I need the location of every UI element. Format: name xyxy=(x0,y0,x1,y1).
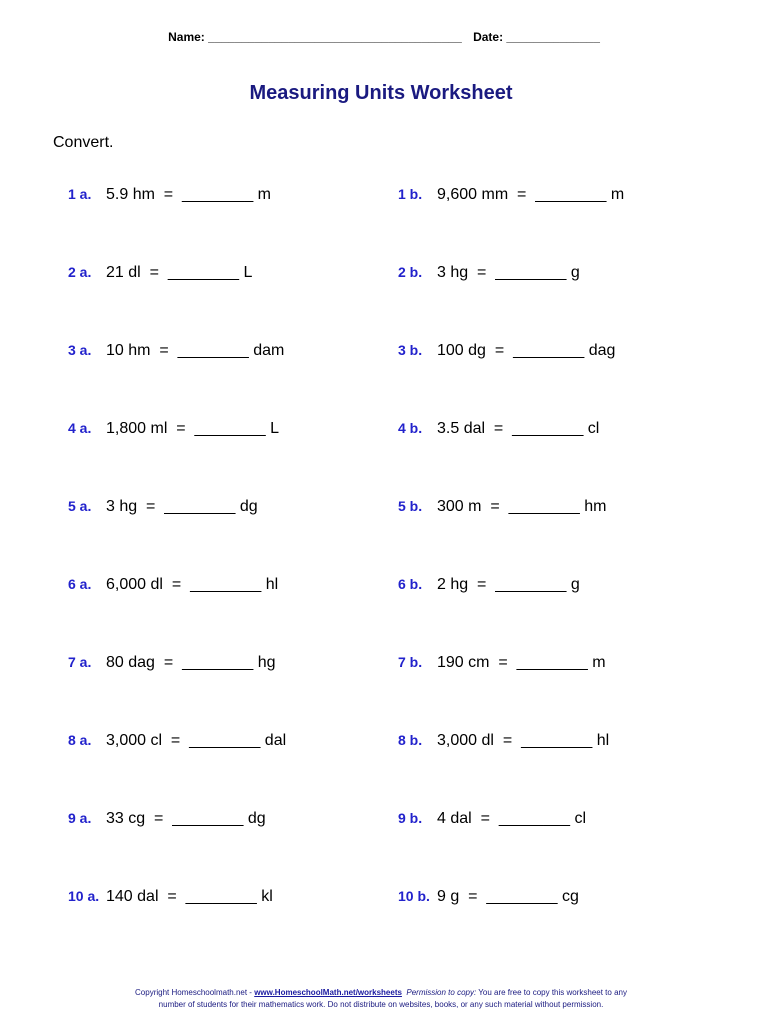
problem-number: 3 a. xyxy=(68,342,92,358)
problem-item xyxy=(68,810,266,828)
problem-number: 7 b. xyxy=(398,654,423,670)
problem-number: 4 a. xyxy=(68,420,92,436)
problem-text: 190 cm = ________ m xyxy=(437,654,606,671)
footer-permission-text: You are free to copy this worksheet to any xyxy=(476,988,627,997)
problem-text: 3 hg = ________ g xyxy=(437,264,580,281)
problem-text: 100 dg = ________ dag xyxy=(437,342,616,359)
problem-number: 3 b. xyxy=(398,342,423,358)
name-date-header xyxy=(0,30,768,44)
problem-item xyxy=(68,576,278,594)
problem-number: 9 a. xyxy=(68,810,92,826)
problem-text: 3.5 dal = ________ cl xyxy=(437,420,600,437)
problem-text: 1,800 ml = ________ L xyxy=(106,420,280,437)
problem-item xyxy=(398,576,580,594)
problem-number: 9 b. xyxy=(398,810,423,826)
problem-text: 9 g = ________ cg xyxy=(437,888,579,905)
problem-item xyxy=(68,342,284,360)
page-title: Measuring Units Worksheet xyxy=(249,82,513,104)
problem-item xyxy=(398,186,624,204)
problem-number: 10 b. xyxy=(398,888,430,904)
footer-permission-label: Permission to copy: xyxy=(406,988,477,997)
problem-number: 1 b. xyxy=(398,186,423,202)
footer-link[interactable]: www.HomeschoolMath.net/worksheets xyxy=(254,988,402,997)
problem-text: 140 dal = ________ kl xyxy=(106,888,273,905)
problem-item xyxy=(398,498,606,516)
date-field: Date: ______________ xyxy=(473,30,600,44)
problem-item xyxy=(68,888,273,906)
problem-text: 3 hg = ________ dg xyxy=(106,498,258,515)
problem-item xyxy=(398,264,580,282)
problem-number: 2 b. xyxy=(398,264,423,280)
problem-number: 2 a. xyxy=(68,264,92,280)
problem-item xyxy=(398,420,599,438)
instructions: Convert. xyxy=(53,134,114,151)
problem-text: 2 hg = ________ g xyxy=(437,576,580,593)
problem-number: 7 a. xyxy=(68,654,92,670)
problem-item xyxy=(398,732,609,750)
problem-item xyxy=(68,498,258,516)
problem-text: 33 cg = ________ dg xyxy=(106,810,266,827)
problem-text: 3,000 cl = ________ dal xyxy=(106,732,287,749)
footer xyxy=(0,987,762,1011)
problem-item xyxy=(68,732,286,750)
problem-item xyxy=(68,420,279,438)
problem-number: 4 b. xyxy=(398,420,423,436)
problem-text: 9,600 mm = ________ m xyxy=(437,186,625,203)
problem-text: 10 hm = ________ dam xyxy=(106,342,285,359)
problem-number: 1 a. xyxy=(68,186,92,202)
problem-text: 3,000 dl = ________ hl xyxy=(437,732,610,749)
problem-text: 80 dag = ________ hg xyxy=(106,654,276,671)
problem-item xyxy=(68,186,271,204)
problem-item xyxy=(68,264,252,282)
problem-item xyxy=(398,810,586,828)
problem-number: 6 a. xyxy=(68,576,92,592)
problem-number: 5 b. xyxy=(398,498,423,514)
problem-number: 8 a. xyxy=(68,732,92,748)
problem-text: 300 m = ________ hm xyxy=(437,498,607,515)
problem-number: 10 a. xyxy=(68,888,100,904)
problem-item xyxy=(68,654,276,672)
problem-text: 21 dl = ________ L xyxy=(106,264,253,281)
footer-copyright: Copyright Homeschoolmath.net - xyxy=(135,988,255,997)
problem-text: 5.9 hm = ________ m xyxy=(106,186,271,203)
footer-line-2: number of students for their mathematics work. Do not distribute on websites, books, or any such material without permission. xyxy=(158,1000,604,1009)
problem-text: 4 dal = ________ cl xyxy=(437,810,587,827)
problem-item xyxy=(398,342,615,360)
problem-text: 6,000 dl = ________ hl xyxy=(106,576,279,593)
name-field: Name: ______________________________________ xyxy=(168,30,462,44)
footer-line-1 xyxy=(0,987,762,999)
problem-item xyxy=(398,654,606,672)
problem-number: 8 b. xyxy=(398,732,423,748)
problem-item xyxy=(398,888,579,906)
problem-number: 5 a. xyxy=(68,498,92,514)
problem-number: 6 b. xyxy=(398,576,423,592)
